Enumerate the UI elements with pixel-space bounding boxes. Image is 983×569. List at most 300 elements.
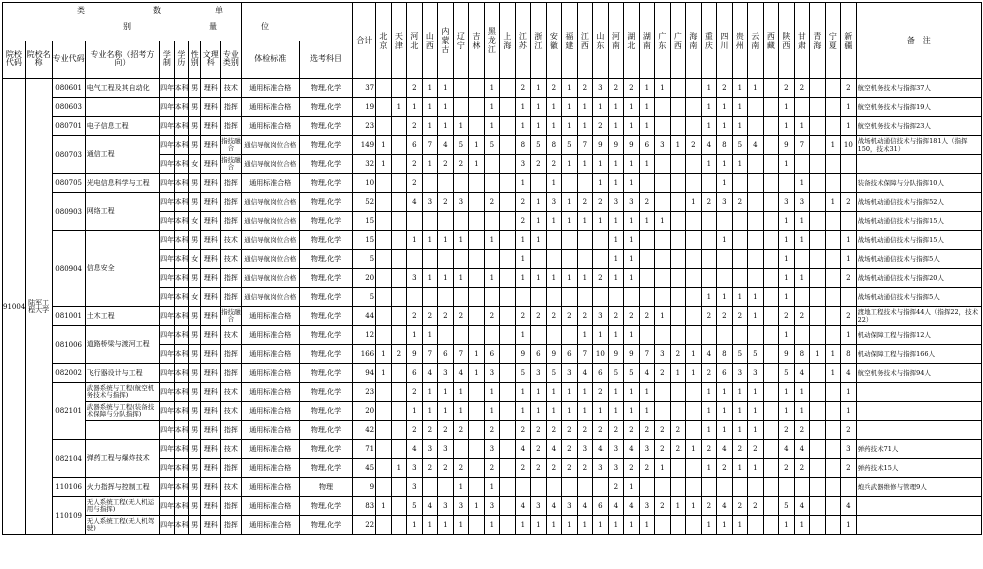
province-count-cell: 2 [546,421,562,440]
science-cell: 理科 [201,383,221,402]
province-count-cell [825,79,841,98]
province-count-cell: 1 [608,383,624,402]
major-name: 飞行器设计与工程 [85,364,159,383]
province-count-cell [500,364,516,383]
duration-cell: 四年 [160,459,174,478]
province-count-cell: 8 [794,345,810,364]
province-count-cell [484,155,500,174]
province-count-cell: 1 [825,345,841,364]
header-province: 上海 [500,3,516,79]
degree-cell: 本科 [174,193,188,212]
province-count-cell: 4 [515,497,531,516]
subjects-cell: 物理 [299,478,353,497]
major-code: 080601 [52,79,85,98]
province-count-cell: 1 [562,402,578,421]
province-count-cell: 4 [407,193,423,212]
province-count-cell [562,174,578,193]
province-count-cell: 2 [453,155,469,174]
province-count-cell: 1 [531,212,547,231]
province-count-cell: 1 [841,516,857,535]
province-count-cell: 1 [686,364,702,383]
province-count-cell: 1 [376,136,392,155]
major-type-cell: 指挥 [221,117,242,136]
province-count-cell: 1 [546,269,562,288]
major-name: 光电信息科学与工程 [85,174,159,193]
province-count-cell: 2 [639,193,655,212]
province-count-cell: 1 [686,440,702,459]
major-type-cell: 技术 [221,326,242,345]
province-count-cell [763,440,779,459]
province-count-cell [469,440,485,459]
province-count-cell: 8 [841,345,857,364]
province-count-cell [391,269,407,288]
province-count-cell: 2 [593,421,609,440]
province-count-cell: 1 [717,98,733,117]
header-province: 湖北 [624,3,640,79]
province-count-cell [810,250,826,269]
province-count-cell: 1 [794,516,810,535]
province-count-cell: 2 [562,459,578,478]
table-row [3,421,982,440]
table-row [3,98,982,117]
province-count-cell [686,269,702,288]
total-cell: 15 [353,231,376,250]
province-count-cell: 3 [639,497,655,516]
province-count-cell: 1 [624,117,640,136]
province-count-cell: 2 [562,307,578,326]
province-count-cell [732,326,748,345]
province-count-cell [546,326,562,345]
physical-standard-cell: 通用标准合格 [241,174,299,193]
science-cell: 理科 [201,79,221,98]
province-count-cell [748,155,764,174]
province-count-cell [794,155,810,174]
province-count-cell: 1 [593,155,609,174]
province-count-cell: 1 [732,383,748,402]
physical-standard-cell: 通用标准合格 [241,459,299,478]
province-count-cell [453,440,469,459]
province-count-cell: 3 [453,193,469,212]
province-count-cell [391,250,407,269]
province-count-cell [422,174,438,193]
gender-cell: 男 [189,98,201,117]
degree-cell: 本科 [174,155,188,174]
province-count-cell [500,383,516,402]
province-count-cell: 2 [515,307,531,326]
gender-cell: 男 [189,402,201,421]
physical-standard-cell: 通用标准合格 [241,364,299,383]
province-count-cell [825,402,841,421]
province-count-cell: 1 [794,117,810,136]
remark-cell [856,497,981,516]
major-code: 080603 [52,98,85,117]
province-count-cell [422,212,438,231]
science-cell: 理科 [201,155,221,174]
header-major-code: 专业代码 [52,41,85,79]
province-count-cell [500,497,516,516]
province-count-cell [469,79,485,98]
gender-cell: 男 [189,421,201,440]
province-count-cell: 1 [624,516,640,535]
gender-cell: 女 [189,250,201,269]
science-cell: 理科 [201,174,221,193]
province-count-cell [763,155,779,174]
province-count-cell: 3 [779,193,795,212]
province-count-cell: 1 [717,155,733,174]
major-code: 080701 [52,117,85,136]
province-count-cell: 3 [577,440,593,459]
province-count-cell: 5 [624,364,640,383]
province-count-cell: 1 [546,174,562,193]
physical-standard-cell: 通用标准合格 [241,117,299,136]
province-count-cell: 1 [841,231,857,250]
duration-cell: 四年 [160,478,174,497]
degree-cell: 本科 [174,98,188,117]
total-cell: 71 [353,440,376,459]
province-count-cell: 1 [376,364,392,383]
province-count-cell: 6 [484,345,500,364]
table-row [3,383,982,402]
total-cell: 20 [353,269,376,288]
major-name [85,98,159,117]
physical-standard-cell: 通用标准合格 [241,440,299,459]
province-count-cell [655,383,671,402]
physical-standard-cell: 通用标准合格 [241,497,299,516]
table-row [3,478,982,497]
province-count-cell: 1 [732,288,748,307]
province-count-cell: 1 [376,155,392,174]
province-count-cell [825,269,841,288]
province-count-cell: 1 [779,250,795,269]
province-count-cell: 1 [732,516,748,535]
province-count-cell [438,250,454,269]
major-code: 080705 [52,174,85,193]
province-count-cell: 4 [794,440,810,459]
province-count-cell [608,288,624,307]
major-name: 武器系统与工程(装备技术保障与分队指挥) [85,402,159,421]
province-count-cell: 2 [593,193,609,212]
header-remarks: 备 注 [856,3,981,79]
province-count-cell [670,98,686,117]
remark-cell: 战场机动通信技术与指挥181人（指挥150，技术31） [856,136,981,155]
duration-cell: 四年 [160,136,174,155]
degree-cell: 本科 [174,497,188,516]
header-province: 新疆 [841,3,857,79]
province-count-cell [732,269,748,288]
province-count-cell: 3 [639,440,655,459]
degree-cell: 本科 [174,231,188,250]
province-count-cell [376,250,392,269]
province-count-cell: 1 [841,250,857,269]
province-count-cell: 1 [639,402,655,421]
province-count-cell: 1 [438,231,454,250]
province-count-cell [686,516,702,535]
province-count-cell [670,478,686,497]
province-count-cell: 2 [407,155,423,174]
province-count-cell: 3 [841,440,857,459]
physical-standard-cell: 通信导航岗位合格 [241,193,299,212]
province-count-cell [763,459,779,478]
table-row [3,307,982,326]
province-count-cell [686,421,702,440]
province-count-cell: 1 [841,402,857,421]
major-name: 电子信息工程 [85,117,159,136]
province-count-cell: 1 [624,155,640,174]
province-count-cell: 2 [779,307,795,326]
subjects-cell: 物理,化学 [299,288,353,307]
header-province: 云南 [748,3,764,79]
province-count-cell: 1 [748,402,764,421]
province-count-cell: 3 [515,155,531,174]
science-cell: 理科 [201,364,221,383]
remark-cell [856,155,981,174]
major-code: 080904 [52,231,85,307]
province-count-cell: 1 [376,497,392,516]
province-count-cell [670,326,686,345]
province-count-cell [748,98,764,117]
province-count-cell: 1 [562,117,578,136]
province-count-cell: 2 [608,421,624,440]
major-type-cell: 指技融合 [221,307,242,326]
major-type-cell: 技术 [221,478,242,497]
province-count-cell [376,288,392,307]
province-count-cell [376,98,392,117]
province-count-cell: 1 [562,155,578,174]
province-count-cell: 4 [794,364,810,383]
province-count-cell: 3 [453,497,469,516]
province-count-cell: 2 [422,307,438,326]
header-degree: 学历 [174,41,188,79]
province-count-cell: 2 [655,440,671,459]
province-count-cell: 1 [670,136,686,155]
province-count-cell: 1 [732,402,748,421]
province-count-cell: 2 [546,155,562,174]
province-count-cell [810,288,826,307]
province-count-cell [810,402,826,421]
province-count-cell: 2 [624,79,640,98]
province-count-cell: 9 [546,345,562,364]
total-cell: 23 [353,117,376,136]
province-count-cell: 4 [748,136,764,155]
physical-standard-cell: 通用标准合格 [241,421,299,440]
province-count-cell: 2 [407,383,423,402]
physical-standard-cell: 通用标准合格 [241,516,299,535]
province-count-cell [686,212,702,231]
province-count-cell: 1 [608,98,624,117]
province-count-cell: 1 [779,402,795,421]
province-count-cell: 1 [794,174,810,193]
province-count-cell: 2 [608,79,624,98]
physical-standard-cell: 通用标准合格 [241,345,299,364]
total-cell: 52 [353,193,376,212]
degree-cell: 本科 [174,326,188,345]
province-count-cell: 1 [515,383,531,402]
province-count-cell [376,402,392,421]
province-count-cell [453,79,469,98]
province-count-cell [500,231,516,250]
province-count-cell: 2 [841,269,857,288]
province-count-cell: 1 [701,155,717,174]
subjects-cell: 物理,化学 [299,497,353,516]
province-count-cell [469,459,485,478]
province-count-cell: 2 [732,307,748,326]
province-count-cell [407,212,423,231]
total-cell: 42 [353,421,376,440]
province-count-cell [810,193,826,212]
province-count-cell: 2 [717,307,733,326]
province-count-cell [500,402,516,421]
province-count-cell [391,440,407,459]
province-count-cell [810,155,826,174]
province-count-cell: 1 [546,212,562,231]
province-count-cell: 1 [577,98,593,117]
major-name: 火力指挥与控制工程 [85,478,159,497]
province-count-cell: 1 [608,326,624,345]
table-row [3,231,982,250]
province-count-cell: 1 [717,117,733,136]
province-count-cell: 1 [810,345,826,364]
province-count-cell [763,136,779,155]
duration-cell: 四年 [160,402,174,421]
gender-cell: 男 [189,497,201,516]
major-type-cell: 指挥 [221,288,242,307]
province-count-cell: 2 [794,307,810,326]
physical-standard-cell: 通用标准合格 [241,478,299,497]
province-count-cell [810,421,826,440]
province-count-cell [438,478,454,497]
province-count-cell: 6 [407,136,423,155]
province-count-cell [453,288,469,307]
province-count-cell [748,326,764,345]
physical-standard-cell: 通用标准合格 [241,402,299,421]
duration-cell: 四年 [160,516,174,535]
province-count-cell: 2 [422,421,438,440]
province-count-cell [748,212,764,231]
gender-cell: 男 [189,459,201,478]
total-cell: 12 [353,326,376,345]
province-count-cell [810,231,826,250]
province-count-cell: 2 [577,193,593,212]
province-count-cell: 1 [779,269,795,288]
admission-plan-table [2,2,982,535]
remark-cell: 装备技术保障与分队指挥10人 [856,174,981,193]
science-cell: 理科 [201,288,221,307]
header-province: 西藏 [763,3,779,79]
province-count-cell [453,326,469,345]
province-count-cell [763,345,779,364]
physical-standard-cell: 通信导航岗位合格 [241,155,299,174]
province-count-cell [841,288,857,307]
header-province: 浙江 [531,3,547,79]
header-major-name: 专业名称（招考方向） [85,41,159,79]
province-count-cell [577,288,593,307]
province-count-cell: 1 [624,212,640,231]
province-count-cell: 5 [484,136,500,155]
province-count-cell [732,478,748,497]
province-count-cell [686,231,702,250]
major-type-cell: 指挥 [221,364,242,383]
province-count-cell [500,250,516,269]
province-count-cell: 1 [515,174,531,193]
gender-cell: 男 [189,136,201,155]
province-count-cell: 1 [438,269,454,288]
province-count-cell: 4 [453,364,469,383]
header-province: 宁夏 [825,3,841,79]
province-count-cell: 2 [841,193,857,212]
province-count-cell [748,250,764,269]
province-count-cell: 1 [484,516,500,535]
province-count-cell: 1 [469,136,485,155]
province-count-cell: 3 [407,478,423,497]
major-name: 土木工程 [85,307,159,326]
gender-cell: 男 [189,345,201,364]
province-count-cell: 7 [422,136,438,155]
province-count-cell [655,478,671,497]
province-count-cell [732,231,748,250]
duration-cell: 四年 [160,383,174,402]
province-count-cell: 4 [407,440,423,459]
province-count-cell: 9 [407,345,423,364]
province-count-cell: 2 [484,421,500,440]
province-count-cell [500,516,516,535]
table-row [3,117,982,136]
province-count-cell: 1 [701,402,717,421]
subjects-cell: 物理,化学 [299,326,353,345]
province-count-cell: 2 [407,421,423,440]
province-count-cell: 1 [779,326,795,345]
subjects-cell: 物理,化学 [299,269,353,288]
province-count-cell: 2 [531,440,547,459]
province-count-cell: 4 [701,345,717,364]
province-count-cell: 4 [624,497,640,516]
province-count-cell [841,174,857,193]
major-code: 082002 [52,364,85,383]
province-count-cell [376,231,392,250]
province-count-cell: 4 [422,364,438,383]
province-count-cell: 1 [453,117,469,136]
science-cell: 理科 [201,231,221,250]
province-count-cell [376,516,392,535]
province-count-cell [500,440,516,459]
province-count-cell: 2 [732,440,748,459]
header-gender: 性别 [189,41,201,79]
province-count-cell: 5 [453,136,469,155]
header-province: 福建 [562,3,578,79]
province-count-cell: 1 [624,478,640,497]
province-count-cell: 1 [422,231,438,250]
province-count-cell [825,231,841,250]
major-type-cell: 技术 [221,231,242,250]
province-count-cell [670,307,686,326]
province-count-cell: 3 [407,269,423,288]
province-count-cell: 1 [639,516,655,535]
province-count-cell [453,212,469,231]
table-row [3,136,982,155]
province-count-cell: 1 [469,364,485,383]
province-count-cell: 1 [422,79,438,98]
province-count-cell [376,174,392,193]
province-count-cell: 2 [484,459,500,478]
province-count-cell [500,478,516,497]
province-count-cell: 2 [515,79,531,98]
province-count-cell [763,383,779,402]
province-count-cell [469,269,485,288]
total-cell: 5 [353,288,376,307]
science-cell: 理科 [201,307,221,326]
province-count-cell: 1 [794,269,810,288]
province-count-cell: 3 [732,364,748,383]
province-count-cell: 2 [562,440,578,459]
